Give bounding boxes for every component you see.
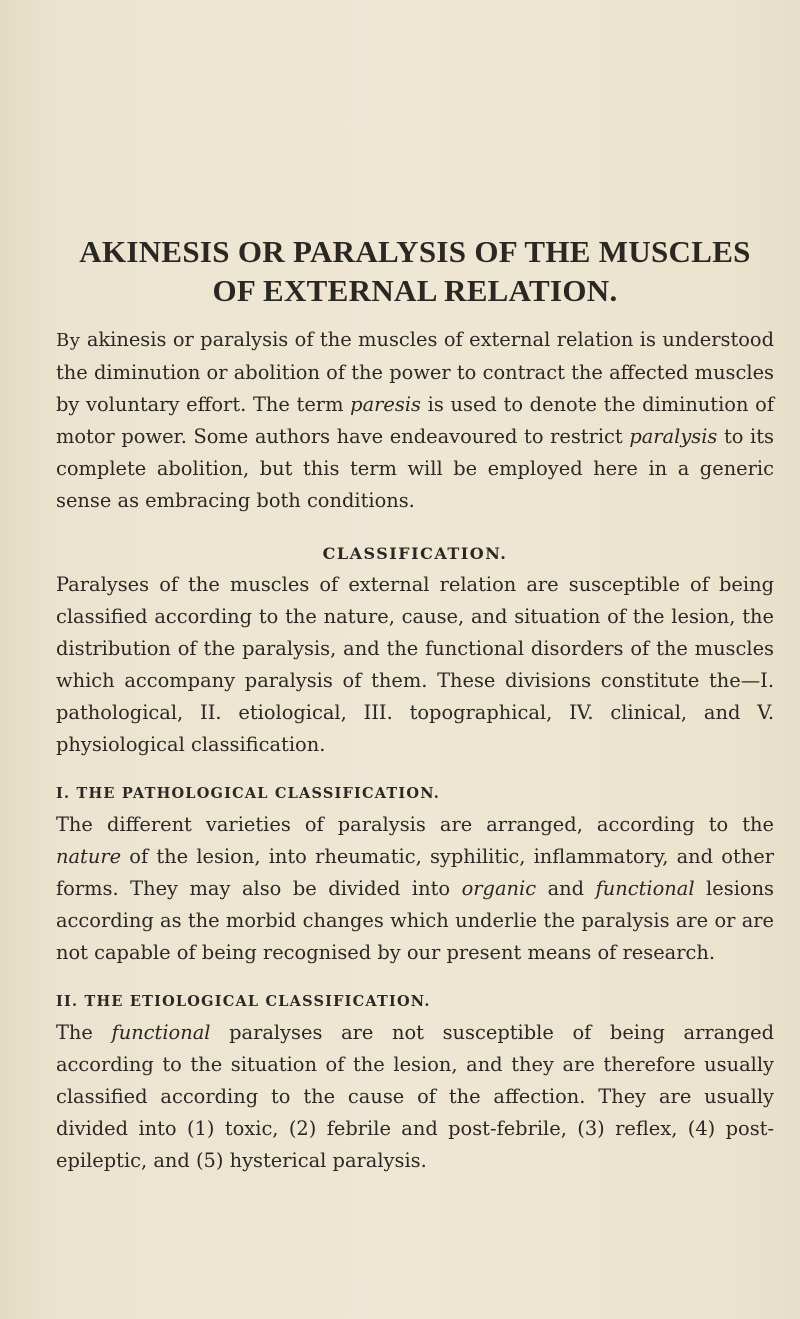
pathological-em-organic: organic: [461, 877, 537, 900]
etiological-paragraph: [56, 1017, 774, 1177]
etiological-heading: II. THE ETIOLOGICAL CLASSIFICATION.: [56, 993, 431, 1010]
intro-by: By: [56, 330, 81, 351]
pathological-em-nature: nature: [56, 845, 122, 868]
pathological-heading: I. THE PATHOLOGICAL CLASSIFICATION.: [56, 785, 440, 802]
classification-paragraph: Paralyses of the muscles of external relation are susceptible of being classified according to the nature, cause, and situation of the lesion, the distribution of the paralysis, and the functional disorders of the muscles which accompany paralysis of them. These divisions constitute the—I. pathological, II. etiological, III. topographical, IV. clinical, and V. physiological classification.: [56, 573, 774, 756]
intro-text-2: is used to denote the diminution of motor power. Some authors have endeavoured to restrict: [56, 393, 774, 448]
intro-em-paresis: paresis: [350, 393, 421, 416]
pathological-text-4: lesions according as the morbid changes which underlie the paralysis are or are not capable of being recognised by our present means of research.: [56, 877, 775, 964]
etiological-text-2: paralyses are not susceptible of being arranged according to the situation of the lesion, and they are therefore usually classified according to the cause of the affection. They are usually divided into (1) toxic, (2) febrile and post-febrile, (3) reflex, (4) post-epileptic, and (5) hysterical paralysis.: [56, 1021, 774, 1172]
intro-text-3: to its complete abolition, but this term will be employed here in a generic sense as embracing both conditions.: [56, 425, 774, 512]
pathological-text-1: The different varieties of paralysis are arranged, according to the: [56, 813, 774, 836]
pathological-em-functional: functional: [595, 877, 695, 900]
chapter-title-line-1: AKINESIS OR PARALYSIS OF THE MUSCLES: [79, 234, 751, 269]
intro-paragraph: [56, 324, 774, 517]
pathological-paragraph: [56, 809, 774, 969]
chapter-title-line-2: OF EXTERNAL RELATION.: [212, 273, 618, 308]
pathological-text-3: and: [536, 877, 596, 900]
etiological-em-functional: functional: [111, 1021, 211, 1044]
classification-heading: CLASSIFICATION.: [322, 544, 508, 563]
etiological-text-1: The: [56, 1021, 112, 1044]
intro-em-paralysis: paralysis: [629, 425, 718, 448]
pathological-text-2: of the lesion, into rheumatic, syphilitic, inflammatory, and other forms. They may also be divided into: [56, 845, 774, 900]
page-text: [56, 232, 774, 1177]
intro-text-1: akinesis or paralysis of the muscles of external relation is understood the diminution or abolition of the power to contract the affected muscles by voluntary effort. The term: [56, 328, 774, 416]
